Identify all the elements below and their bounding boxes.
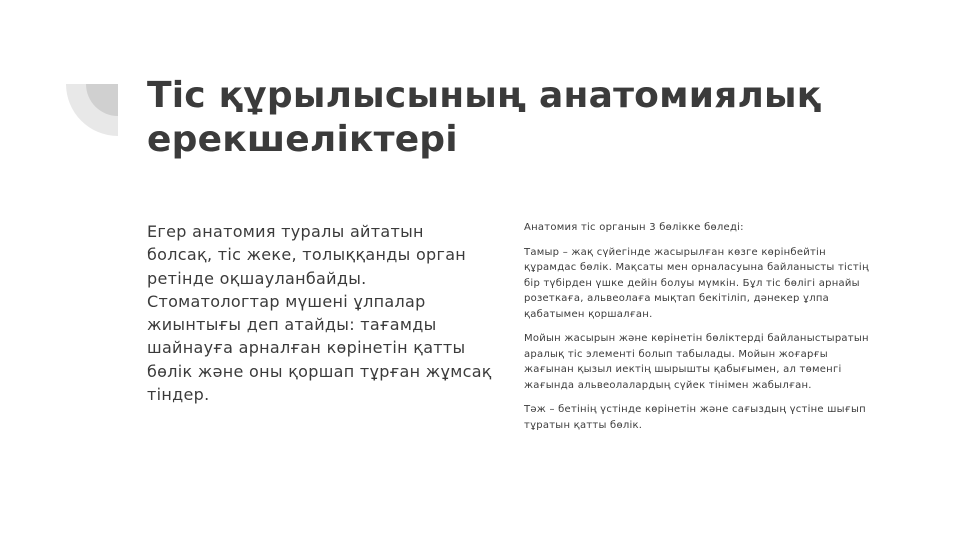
details-column bbox=[524, 220, 874, 442]
details-root-paragraph: Тамыр – жақ сүйегінде жасырылған көзге көрінбейтін құрамдас бөлік. Мақсаты мен орналасуына байланысты тістің бір түбірден үшке дейін болуы мүмкін. Бұл тіс бөлігі арнайы розеткаға, альвеолаға мықтап бекітіліп, дәнекер ұлпа қабатымен қоршалған. bbox=[524, 246, 869, 320]
details-crown-paragraph: Тәж – бетінің үстінде көрінетін және сағыздың үстіне шығып тұратын қатты бөлік. bbox=[524, 404, 866, 431]
decorative-quarter-circle-shape bbox=[66, 84, 118, 136]
details-neck-paragraph: Мойын жасырын және көрінетін бөліктерді байланыстыратын аралық тіс элементі болып табылады. Мойын жоғарғы жағынан қызыл иектің шырышты қабығымен, ал төменгі жағында альвеолалардың сүйек тінімен жабылған. bbox=[524, 333, 869, 391]
intro-paragraph: Егер анатомия туралы айтатын болсақ, тіс жеке, толыққанды орган ретінде оқшауланбайды. Стоматологтар мүшені ұлпалар жиынтығы деп атайды: тағамды шайнауға арналған көрінетін қатты бөлік және оны қоршап тұрған жұмсақ тіндер. bbox=[147, 222, 492, 405]
details-intro: Анатомия тіс органын 3 бөлікке бөледі: bbox=[524, 222, 744, 233]
slide-title: Тіс құрылысының анатомиялық ерекшеліктері bbox=[147, 75, 822, 160]
